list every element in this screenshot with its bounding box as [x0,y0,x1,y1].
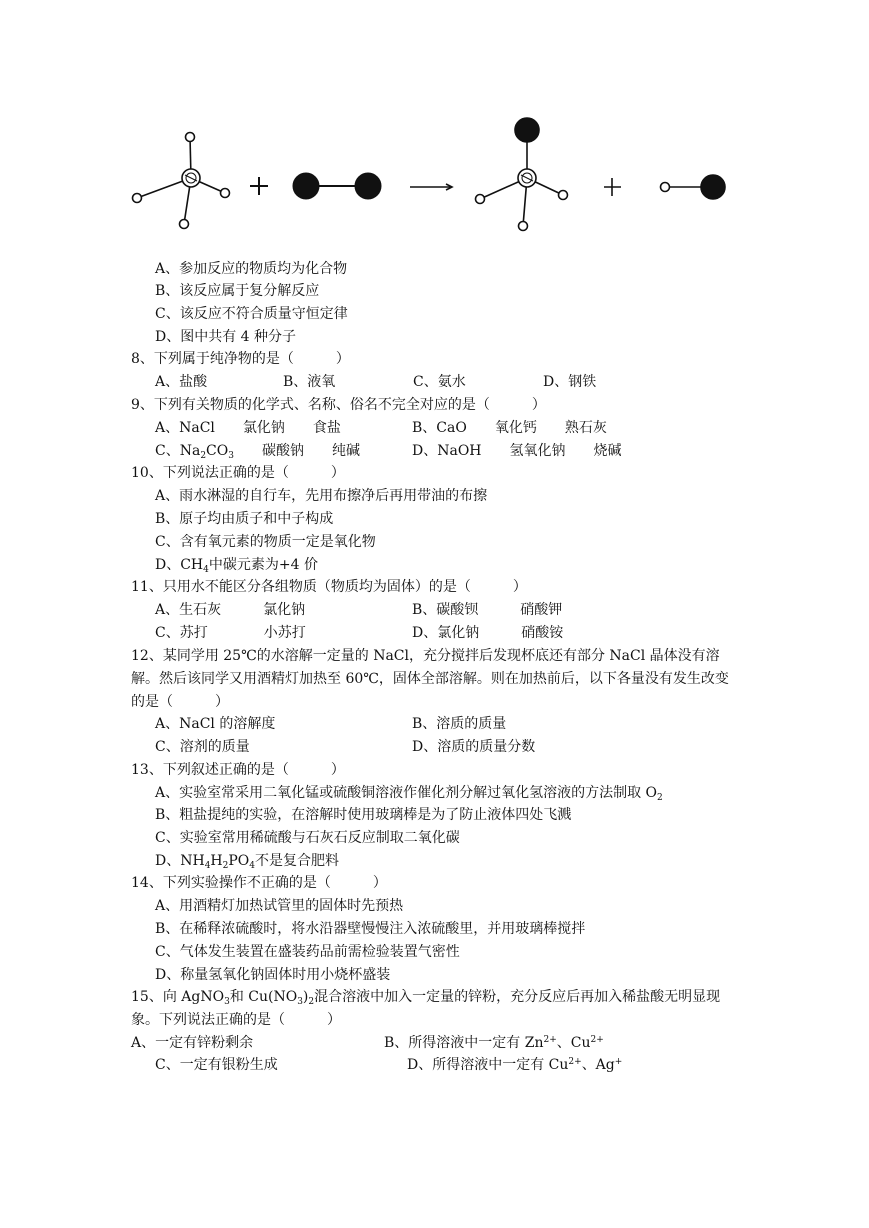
q7-option-a: A、参加反应的物质均为化合物 [155,261,348,277]
q8-option-b: B、液氧 [283,374,336,390]
q9-option-d: D、NaOH 氢氧化钠 烧碱 [412,443,622,459]
q7-option-d: D、图中共有 4 种分子 [155,329,297,345]
product-molecule-1 [476,118,568,231]
q7-option-b: B、该反应属于复分解反应 [155,283,320,299]
q15-option-b: B、所得溶液中一定有 $Zn^{2+}$、$Cu^{2+}$ [384,1035,604,1051]
q13-option-d: D、$NH_4H_2PO_4$不是复合肥料 [155,853,340,871]
q14-stem: 14、下列实验操作不正确的是（ ） [131,875,387,891]
q9-option-a: A、NaCl 氯化钠 食盐 [155,420,341,436]
reactant-molecule-2 [293,173,381,199]
q8-option-d: D、钢铁 [543,374,597,390]
q15-option-d: D、所得溶液中一定有 $Cu^{2+}$、Ag+ [407,1057,623,1073]
q11-stem: 11、只用水不能区分各组物质（物质均为固体）的是（ ） [131,579,527,595]
q14-option-c: C、气体发生装置在盛装药品前需检验装置气密性 [155,944,460,960]
product-molecule-2 [661,175,726,199]
q7-option-c: C、该反应不符合质量守恒定律 [155,306,348,322]
q9-option-b: B、CaO 氧化钙 熟石灰 [412,420,607,436]
q15-stem-line1: 15、向 AgNO$_3$和 $Cu(NO_3)_2$混合溶液中加入一定量的锌粉，充分反应后再加入稀盐酸无明显现 [131,989,721,1007]
plus-sign-1 [250,177,268,195]
reactant-molecule-1 [133,133,230,229]
q11-option-d: D、氯化钠 硝酸铵 [412,625,564,641]
q11-option-b: B、碳酸钡 硝酸钾 [412,602,563,618]
q10-option-b: B、原子均由质子和中子构成 [155,511,334,527]
q13-option-a: A、实验室常采用二氧化锰或硫酸铜溶液作催化剂分解过氧化氢溶液的方法制取 $O_2$ [155,785,663,803]
q13-option-b: B、粗盐提纯的实验，在溶解时使用玻璃棒是为了防止液体四处飞溅 [155,807,572,823]
q14-option-d: D、称量氢氧化钠固体时用小烧杯盛装 [155,967,391,983]
q10-option-d: D、$CH_4$中碳元素为+4 价 [155,557,318,575]
q11-option-c: C、苏打 小苏打 [155,625,306,641]
q13-stem: 13、下列叙述正确的是（ ） [131,762,345,778]
q8-option-c: C、氨水 [413,374,466,390]
q15-option-c: C、一定有银粉生成 [155,1057,278,1073]
q12-option-b: B、溶质的质量 [412,716,507,732]
reaction-diagram [0,0,869,250]
q8-option-a: A、盐酸 [155,374,208,390]
q15-option-a: A、一定有锌粉剩余 [131,1035,254,1051]
q12-option-c: C、溶剂的质量 [155,739,250,755]
q11-option-a: A、生石灰 氯化钠 [155,602,306,618]
q10-option-a: A、雨水淋湿的自行车，先用布擦净后再用带油的布擦 [155,488,488,504]
q10-option-c: C、含有氧元素的物质一定是氧化物 [155,534,376,550]
q14-option-b: B、在稀释浓硫酸时，将水沿器壁慢慢注入浓硫酸里，并用玻璃棒搅拌 [155,921,586,937]
q12-option-a: A、NaCl 的溶解度 [155,716,276,732]
plus-sign-2 [604,178,621,196]
q9-option-c: C、$Na_2CO_3$ 碳酸钠 纯碱 [155,443,360,461]
q15-stem-line2: 象。下列说法正确的是（ ） [131,1012,341,1028]
reaction-arrow [410,184,452,190]
q9-stem: 9、下列有关物质的化学式、名称、俗名不完全对应的是（ ） [131,397,546,413]
q8-stem: 8、下列属于纯净物的是（ ） [131,351,350,367]
q12-stem: 12、某同学用 25℃的水溶解一定量的 NaCl，充分搅拌后发现杯底还有部分 NaCl 晶体没有溶解。然后该同学又用酒精灯加热至 60℃，固体全部溶解。则在加热前后，以下各量没有发生改变的是（ ） [131,648,729,710]
q12-option-d: D、溶质的质量分数 [412,739,536,755]
q14-option-a: A、用酒精灯加热试管里的固体时先预热 [155,898,404,914]
q13-option-c: C、实验室常用稀硫酸与石灰石反应制取二氧化碳 [155,830,460,846]
q10-stem: 10、下列说法正确的是（ ） [131,465,345,481]
